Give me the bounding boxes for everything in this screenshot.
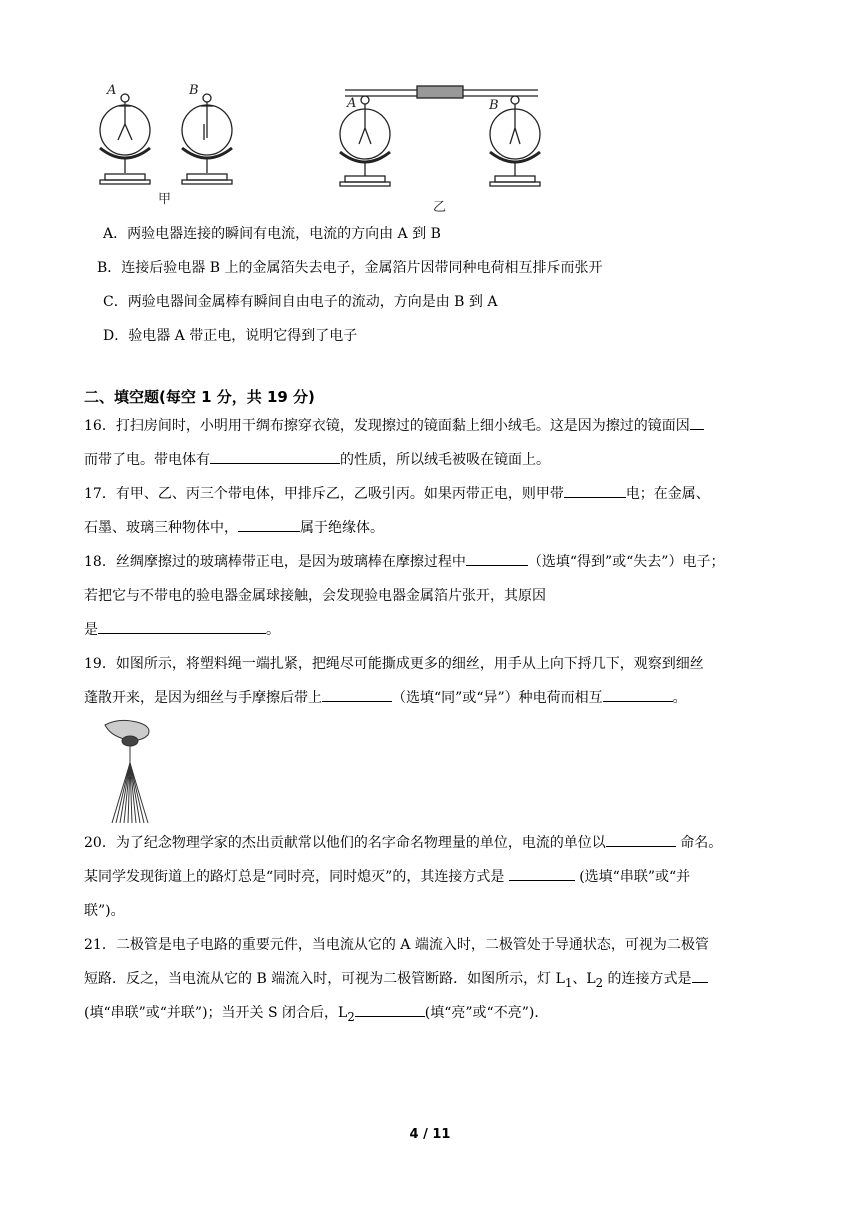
option-d: D．验电器 A 带正电，说明它得到了电子: [103, 328, 358, 344]
section-title: 二、填空题(每空 1 分，共 19 分): [84, 388, 315, 406]
q21-text-2c: 的连接方式是: [603, 971, 692, 987]
q19-text-2b: （选填“同”或“异”）种电荷而相互: [392, 690, 603, 706]
q21-blank-1: [692, 966, 708, 983]
q17-text-2b: 属于绝缘体。: [300, 520, 384, 536]
question-16-line-1: [84, 409, 784, 443]
q19-blank-1: [322, 685, 392, 702]
q17-blank-1: [564, 481, 626, 498]
q16-text-1: 16．打扫房间时，小明用干绸布擦穿衣镜，发现擦过的镜面黏上细小绒毛。这是因为擦过的镜面因: [84, 418, 690, 434]
q19-text-1: 19．如图所示，将塑料绳一端扎紧，把绳尽可能撕成更多的细丝，用手从上向下捋几下，观察到细丝: [84, 656, 704, 672]
question-21-line-3: [84, 996, 784, 1034]
q21-sub-3: 2: [347, 1009, 355, 1024]
plastic-rope-figure: [100, 713, 160, 825]
question-17-line-2: [84, 511, 784, 545]
q20-text-2a: 某同学发现街道上的路灯总是“同时亮，同时熄灭”的，其连接方式是: [84, 869, 509, 885]
q20-text-2b: (选填“串联”或“并: [574, 869, 691, 885]
question-16-line-2: [84, 443, 784, 477]
q17-blank-2: [238, 515, 300, 532]
q19-text-2a: 蓬散开来，是因为细丝与手摩擦后带上: [84, 690, 322, 706]
q20-text-1a: 20．为了纪念物理学家的杰出贡献常以他们的名字命名物理量的单位，电流的单位以: [84, 835, 606, 851]
q20-blank-2: [509, 864, 575, 881]
label-a-jia: A: [107, 83, 117, 98]
q21-text-2a: 短路．反之，当电流从它的 B 端流入时，可视为二极管断路．如图所示，灯 L: [84, 971, 565, 987]
label-b-yi: B: [489, 98, 499, 113]
q20-text-3: 联”)。: [84, 903, 125, 919]
label-b-jia: B: [189, 83, 199, 98]
q20-blank-1: [606, 830, 676, 847]
q21-sub-1: 1: [564, 975, 573, 990]
caption-jia: 甲: [158, 192, 172, 207]
question-21-line-1: [84, 928, 784, 962]
q18-text-3a: 是: [84, 622, 98, 638]
q19-blank-2: [603, 685, 673, 702]
q18-text-3b: 。: [266, 622, 280, 638]
q18-blank-1: [466, 549, 528, 566]
q16-blank-1: [690, 413, 704, 430]
electroscope-figure: [95, 78, 555, 218]
q18-text-2: 若把它与不带电的验电器金属球接触，会发现验电器金属箔片张开，其原因: [84, 588, 546, 604]
q21-blank-2: [355, 1000, 425, 1017]
q21-text-3a: (填“串联”或“并联”)；当开关 S 闭合后，L: [84, 1005, 348, 1021]
question-20-line-2: [84, 860, 784, 894]
caption-yi: 乙: [433, 200, 447, 215]
q19-text-2c: 。: [672, 690, 687, 706]
q18-text-1a: 18．丝绸摩擦过的玻璃棒带正电，是因为玻璃棒在摩擦过程中: [84, 554, 466, 570]
question-18-line-3: [84, 613, 784, 647]
question-17-line-1: [84, 477, 784, 511]
q21-sub-2: 2: [595, 975, 604, 990]
question-19-line-2: [84, 681, 784, 715]
question-21-line-2: [84, 962, 784, 1000]
page-number: 4 / 11: [409, 1127, 451, 1142]
question-20-line-1: [84, 826, 784, 860]
question-20-line-3: [84, 894, 784, 928]
q17-text-2a: 石墨、玻璃三种物体中，: [84, 520, 238, 536]
q21-text-1: 21．二极管是电子电路的重要元件，当电流从它的 A 端流入时，二极管处于导通状态，可视为二极管: [84, 937, 709, 953]
q17-text-1b: 电；在金属、: [625, 486, 710, 502]
option-b: B．连接后验电器 B 上的金属箔失去电子，金属箔片因带同种电荷相互排斥而张开: [97, 260, 603, 276]
question-18-line-2: [84, 579, 784, 613]
option-c: C．两验电器间金属棒有瞬间自由电子的流动，方向是由 B 到 A: [103, 294, 498, 310]
q18-blank-2: [98, 617, 266, 634]
q18-text-1b: （选填“得到”或“失去”）电子；: [527, 554, 725, 570]
hand-strands-drawing: [100, 713, 160, 825]
q16-text-2b: 的性质，所以绒毛被吸在镜面上。: [340, 452, 550, 468]
question-18-line-1: [84, 545, 784, 579]
q17-text-1a: 17．有甲、乙、丙三个带电体，甲排斥乙，乙吸引丙。如果丙带正电，则甲带: [84, 486, 564, 502]
q21-text-3b: (填“亮”或“不亮”)．: [424, 1005, 549, 1021]
q20-text-1b: 命名。: [675, 835, 723, 851]
q16-blank-2: [210, 447, 340, 464]
option-a: A．两验电器连接的瞬间有电流，电流的方向由 A 到 B: [103, 226, 441, 242]
question-19-line-1: [84, 647, 784, 681]
label-a-yi: A: [347, 96, 357, 111]
q16-text-2a: 而带了电。带电体有: [84, 452, 210, 468]
q21-text-2b: 、L: [572, 971, 596, 987]
